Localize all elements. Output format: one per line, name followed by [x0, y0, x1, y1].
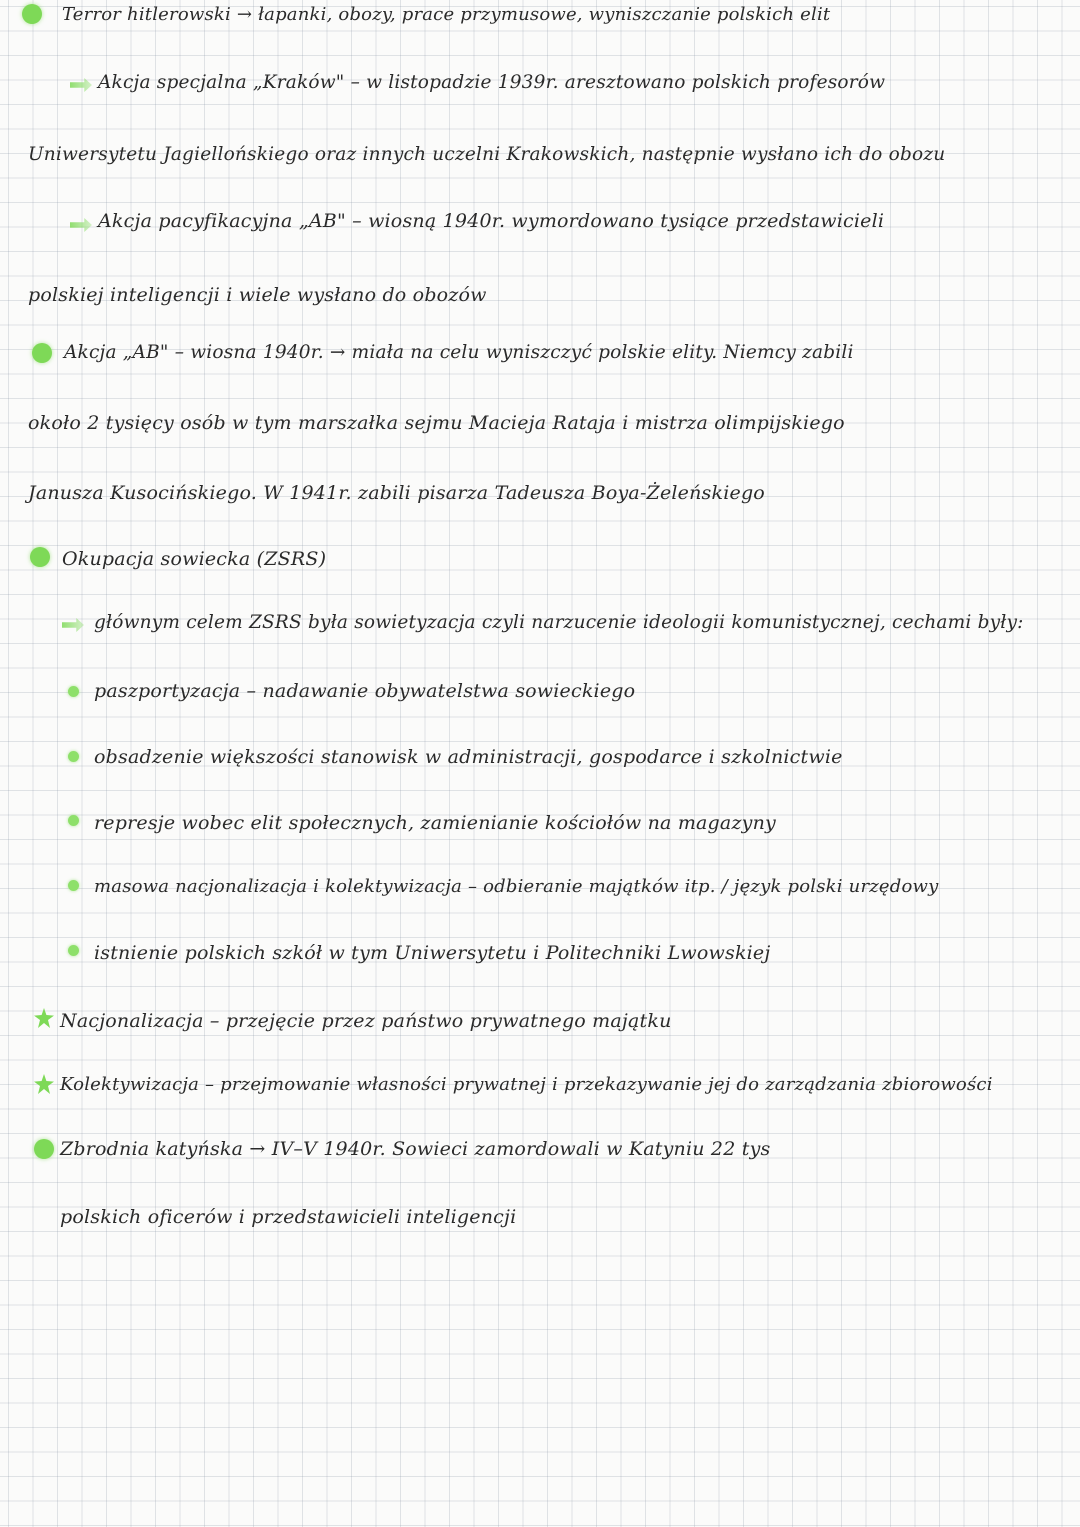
list-item-obsadzenie: obsadzenie większości stanowisk w administracji, gospodarce i szkolnictwie — [94, 746, 843, 768]
bullet-dot — [68, 686, 79, 697]
note-line-akcja-krakow: Akcja specjalna „Kraków" – w listopadzie 1939r. aresztowano polskich profesorów — [98, 72, 886, 93]
bullet-dot — [32, 343, 52, 363]
bullet-dot — [68, 880, 79, 891]
definition-kolektywizacja: Kolektywizacja – przejmowanie własności prywatnej i przekazywanie jej do zarządzania zbiorowości — [60, 1074, 993, 1095]
note-line-terror: Terror hitlerowski → łapanki, obozy, prace przymusowe, wyniszczanie polskich elit — [62, 4, 831, 25]
list-item-represje: represje wobec elit społecznych, zamienianie kościołów na magazyny — [94, 812, 776, 834]
definition-nacjonalizacja: Nacjonalizacja – przejęcie przez państwo prywatnego majątku — [60, 1010, 672, 1032]
arrow-icon — [70, 78, 92, 92]
list-item-szkoly: istnienie polskich szkół w tym Uniwersytetu i Politechniki Lwowskiej — [94, 942, 771, 964]
star-icon — [34, 1074, 54, 1094]
list-item-nacjonalizacja: masowa nacjonalizacja i kolektywizacja – odbieranie majątków itp. / język polski urzędowy — [94, 876, 939, 897]
arrow-icon — [62, 618, 84, 632]
note-line-oficerowie: polskich oficerów i przedstawicieli inteligencji — [60, 1206, 517, 1228]
note-line-kusocinski: Janusza Kusocińskiego. W 1941r. zabili pisarza Tadeusza Boya-Żeleńskiego — [28, 482, 765, 504]
bullet-dot — [34, 1139, 54, 1159]
star-icon — [34, 1008, 54, 1028]
bullet-dot — [68, 945, 79, 956]
section-heading-okupacja-sowiecka: Okupacja sowiecka (ZSRS) — [62, 548, 327, 570]
note-line-zbrodnia-katynska: Zbrodnia katyńska → IV–V 1940r. Sowieci zamordowali w Katyniu 22 tys — [60, 1138, 771, 1160]
bullet-dot — [68, 751, 79, 762]
note-line-uniwersytet: Uniwersytetu Jagiellońskiego oraz innych uczelni Krakowskich, następnie wysłano ich do obozu — [28, 144, 946, 165]
note-line-inteligencja: polskiej inteligencji i wiele wysłano do obozów — [28, 284, 487, 306]
bullet-dot — [22, 4, 42, 24]
bullet-dot — [30, 547, 50, 567]
note-line-akcja-ab: Akcja „AB" – wiosna 1940r. → miała na celu wyniszczyć polskie elity. Niemcy zabili — [64, 342, 854, 363]
bullet-dot — [68, 815, 79, 826]
arrow-icon — [70, 218, 92, 232]
note-line-sowietyzacja: głównym celem ZSRS była sowietyzacja czyli narzucenie ideologii komunistycznej, cechami były: — [94, 612, 1024, 633]
list-item-paszportyzacja: paszportyzacja – nadawanie obywatelstwa sowieckiego — [94, 680, 636, 702]
note-line-akcja-ab-pacyfikacyjna: Akcja pacyfikacyjna „AB" – wiosną 1940r. wymordowano tysiące przedstawicieli — [98, 210, 885, 232]
note-line-okolo: około 2 tysięcy osób w tym marszałka sejmu Macieja Rataja i mistrza olimpijskiego — [28, 412, 845, 434]
